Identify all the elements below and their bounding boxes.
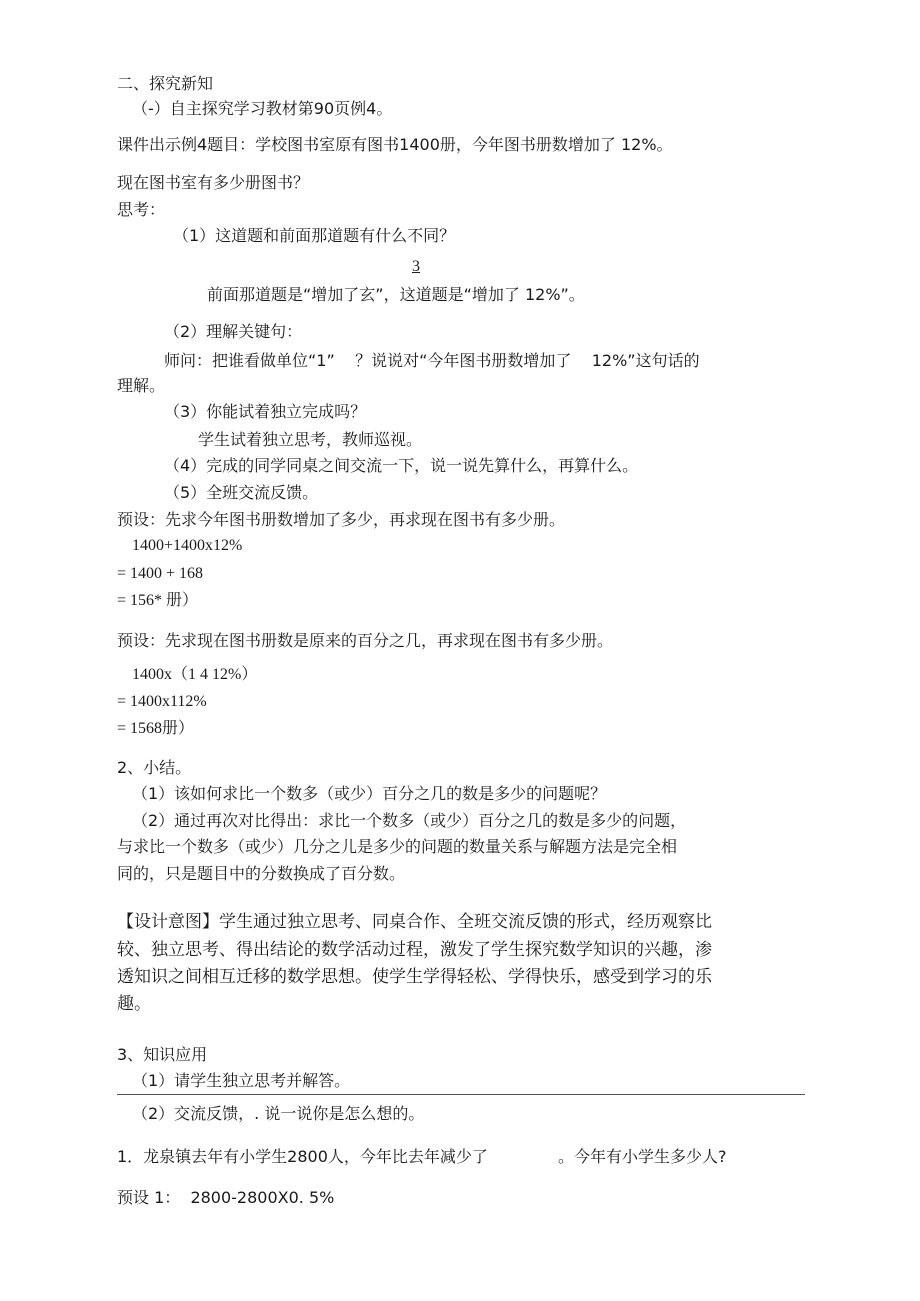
calc-1-line-1: 1400+1400x12% [132,537,243,554]
problem-line-2: 现在图书室有多少册图书？ [117,173,310,192]
question-5: （5）全班交流反馈。 [164,483,319,502]
question-3: （3）你能试着独立完成吗？ [164,402,367,421]
exercise-1-preset: 预设 1： 2800-2800X0. 5% [117,1188,335,1207]
question-2: （2）理解关键句： [164,322,303,341]
calc-2-line-1: 1400x（1 4 12%） [132,666,258,683]
exercise-1-part-1: 1．龙泉镇去年有小学生2800人，今年比去年减少了 [117,1147,488,1166]
question-4: （4）完成的同学同桌之间交流一下，说一说先算什么，再算什么。 [164,456,639,475]
summary-2-line-2: 与求比一个数多（或少）几分之儿是多少的问题的数量关系与解题方法是完全相 [117,837,678,856]
preset-2: 预设：先求现在图书册数是原来的百分之几，再求现在图书有多少册。 [117,631,614,650]
exercise-1-part-2: 。今年有小学生多少人? [558,1147,727,1166]
section2-heading: 二、探究新知 [117,74,214,93]
application-heading: 3、知识应用 [117,1045,208,1064]
fraction-numerator: 3 [412,258,420,275]
calc-1-line-2: = 1400 + 168 [117,565,204,582]
preset-1: 预设：先求今年图书册数增加了多少，再求现在图书有多少册。 [117,510,566,529]
design-intent-line-2: 较、独立思考、得出结论的数学活动过程，激发了学生探究数学知识的兴趣，渗 [117,940,712,960]
horizontal-rule [117,1094,805,1095]
teacher-question-line-1: 师问：把谁看做单位“1” ？说说对“今年图书册数增加了 12%”这句话的 [164,351,700,370]
think-label: 思考： [117,200,166,219]
application-1: （1）请学生独立思考并解答。 [132,1071,351,1090]
calc-2-line-2: = 1400x112% [117,693,207,710]
calc-2-line-3: = 1568册） [117,720,195,737]
design-intent-line-3: 透知识之间相互迁移的数学思想。使学生学得轻松、学得快乐，感受到学习的乐 [117,967,712,987]
teacher-question-line-2: 理解。 [117,376,166,395]
summary-2-line-1: （2）通过再次对比得出：求比一个数多（或少）百分之几的数是多少的问题， [132,811,687,830]
application-2: （2）交流反馈，. 说一说你是怎么想的。 [132,1104,425,1123]
design-intent-line-4: 趣。 [117,994,151,1014]
problem-line-1: 课件出示例4题目：学校图书室原有图书1400册，今年图书册数增加了 12%。 [117,135,673,154]
question-3-note: 学生试着独立思考，教师巡视。 [198,430,423,449]
summary-1: （1）该如何求比一个数多（或少）百分之几的数是多少的问题呢？ [132,784,607,803]
summary-2-line-3: 同的，只是题目中的分数换成了百分数。 [117,864,406,883]
design-intent-line-1: 【设计意图】学生通过独立思考、同桌合作、全班交流反馈的形式，经历观察比 [117,912,712,932]
example-intro: （-）自主探究学习教材第90页例4。 [132,99,393,118]
question-1: （1）这道题和前面那道题有什么不同？ [173,226,456,245]
question-1-answer: 前面那道题是“增加了玄”，这道题是“增加了 12%”。 [207,285,585,304]
summary-heading: 2、小结。 [117,758,192,777]
calc-1-line-3: = 156* 册） [117,592,199,609]
